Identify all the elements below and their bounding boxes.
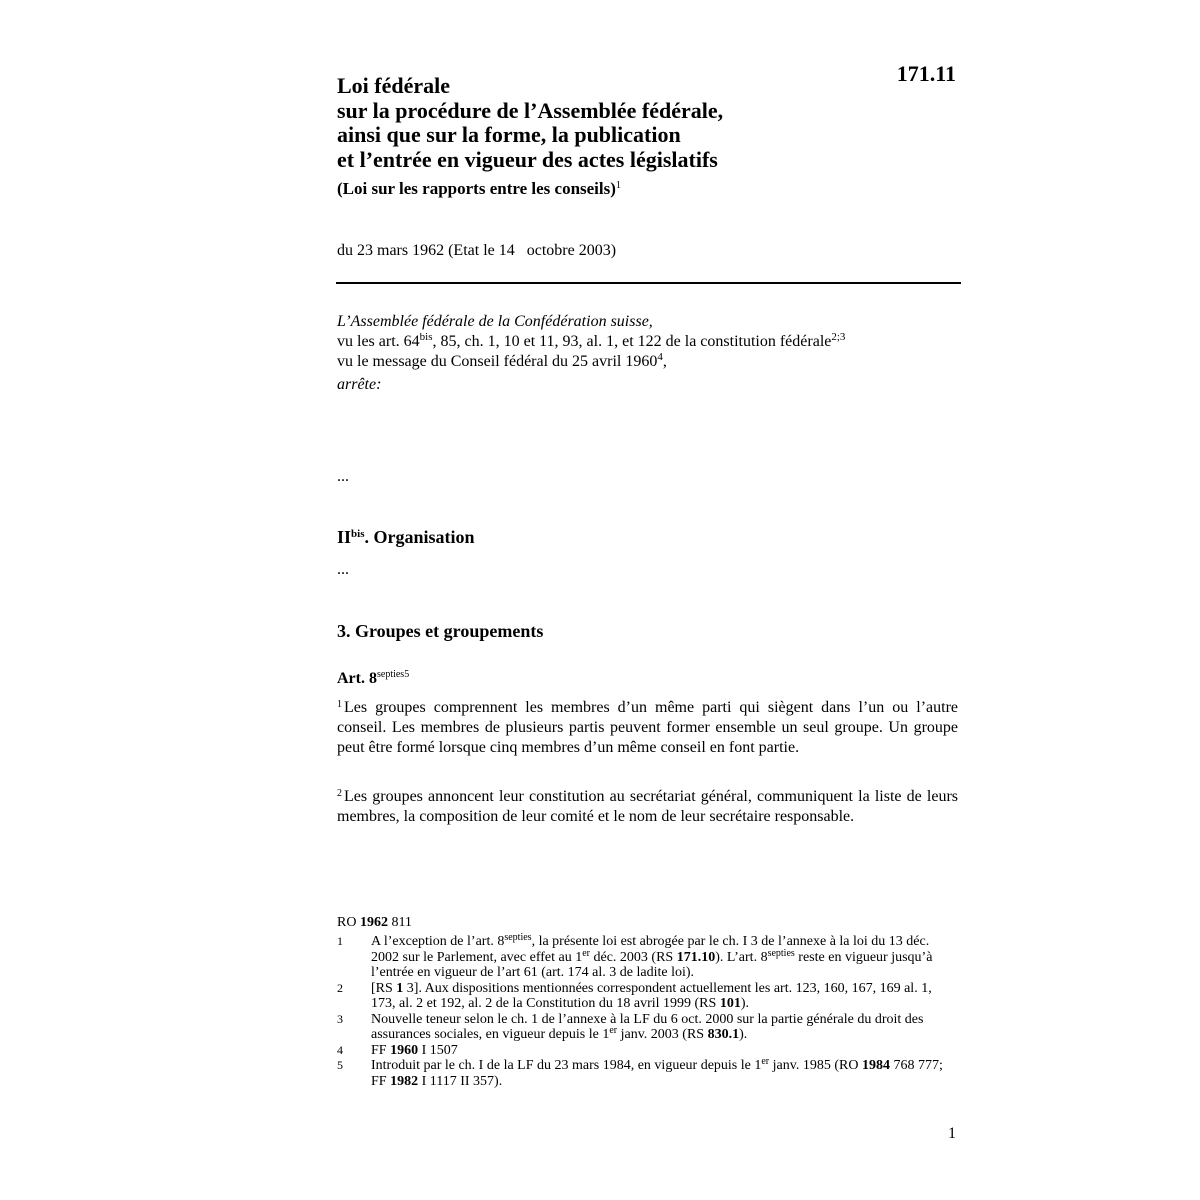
ro-reference <box>337 914 412 932</box>
fn-segment: ). <box>740 996 749 1011</box>
ro-year: 1962 <box>359 915 388 930</box>
footnote-number: 1 <box>337 934 343 948</box>
title-line: et l’entrée en vigueur des actes législatifs <box>337 146 718 172</box>
fn-segment: Nouvelle teneur selon le ch. 1 de l’annexe à la LF du 6 oct. 2000 sur la partie générale du droit des assurances sociales, en vigueur depuis le 1 <box>371 1011 924 1042</box>
bis-superscript: bis <box>351 528 365 540</box>
fn-bold: 171.10 <box>676 949 716 965</box>
horizontal-rule <box>336 282 961 284</box>
enacting-formula: arrête: <box>337 376 382 393</box>
paragraph-number: 2 <box>337 788 342 799</box>
footnote-ref-1[interactable]: 1 <box>615 180 621 191</box>
fn-segment: A l’exception de l’art. 8 <box>371 934 505 949</box>
bis-superscript: bis <box>419 331 433 343</box>
footnote-text <box>371 1043 959 1059</box>
article-heading <box>337 668 409 690</box>
fn-bold: 1982 <box>390 1073 419 1089</box>
date-line: du 23 mars 1962 (Etat le 14 octobre 2003) <box>337 242 617 259</box>
citation-text: vu les art. 64 <box>337 333 420 350</box>
heading-text: II <box>337 527 352 547</box>
short-title <box>337 178 621 200</box>
fn-bold: 830.1 <box>707 1027 740 1042</box>
heading-text: . Organisation <box>364 527 475 547</box>
footnote-number: 2 <box>337 980 343 995</box>
footnote-text <box>371 981 959 1012</box>
fn-segment: , la présente loi est abrogée par le ch. I 3 de l’annexe à la loi du 13 déc. 2002 sur le Parlement, avec effet au 1 <box>371 934 930 965</box>
fn-bold: 1960 <box>390 1042 419 1058</box>
paragraph-number: 1 <box>337 699 342 710</box>
citation-text: , 85, ch. 1, 10 et 11, 93, al. 1, et 122 de la constitution fédérale <box>432 333 832 350</box>
footnotes <box>337 934 959 1089</box>
fn-sup: er <box>761 1056 770 1067</box>
omitted-section-ellipsis: ... <box>337 561 349 578</box>
fn-segment: ). L’art. 8 <box>715 949 768 965</box>
citation-text: , <box>662 353 667 370</box>
sr-number: 171.11 <box>896 61 956 86</box>
fn-sup: septies <box>767 947 795 959</box>
footnote-number: 4 <box>337 1042 343 1057</box>
fn-sup: er <box>582 947 590 959</box>
article-paragraph-1 <box>337 698 958 758</box>
title-line: ainsi que sur la forme, la publication <box>337 122 681 147</box>
fn-sup: septies <box>504 932 532 943</box>
fn-segment: janv. 1985 (RO <box>769 1058 862 1073</box>
footnote <box>337 1012 959 1043</box>
footnote <box>337 1043 959 1059</box>
fn-bold: 1 <box>396 980 404 996</box>
fn-segment: 768 777; FF <box>371 1058 943 1089</box>
footnote-ref-2-3[interactable]: 2;3 <box>831 331 846 343</box>
paragraph-text: Les groupes comprennent les membres d’un même parti qui siègent dans l’un ou l’autre conseil. Les membres de plusieurs partis peuvent former ensemble un seul groupe. Un groupe peut être formé lorsque cinq membres d’un même conseil en font partie. <box>337 699 958 756</box>
ro-prefix: RO <box>337 915 357 930</box>
article-paragraph-2 <box>337 787 958 827</box>
footnote-number: 5 <box>337 1058 343 1072</box>
footnote-text <box>371 1058 959 1089</box>
fn-segment: 3]. Aux dispositions mentionnées correspondent actuellement les art. 123, 160, 167, 169 al. 1, 173, al. 2 et 192, al. 2 de la Constitution du 18 avril 1999 (RS <box>371 980 932 1011</box>
title-line: sur la procédure de l’Assemblée fédérale, <box>337 97 724 123</box>
ro-page: 811 <box>391 915 412 930</box>
fn-segment: déc. 2003 (RS <box>590 949 677 965</box>
preamble-citation-2 <box>337 352 962 372</box>
fn-segment: Introduit par le ch. I de la LF du 23 mars 1984, en vigueur depuis le 1 <box>371 1058 762 1073</box>
page-number: 1 <box>948 1125 956 1142</box>
section-heading-groupes: 3. Groupes et groupements <box>337 621 544 641</box>
omitted-section-ellipsis: ... <box>337 468 349 485</box>
footnote-text <box>371 1012 959 1043</box>
preamble <box>337 312 962 395</box>
article-superscript: septies5 <box>376 669 410 680</box>
footnote-text <box>371 934 959 981</box>
law-title <box>337 74 897 172</box>
issuer-line: L’Assemblée fédérale de la Confédération suisse, <box>337 313 653 330</box>
fn-segment: [RS <box>371 980 397 996</box>
fn-segment: janv. 2003 (RS <box>617 1027 708 1042</box>
footnote <box>337 981 959 1012</box>
fn-bold: 101 <box>719 996 741 1011</box>
fn-segment: ). <box>739 1027 748 1042</box>
short-title-text: (Loi sur les rapports entre les conseils) <box>337 179 616 198</box>
fn-sup: er <box>609 1025 618 1036</box>
footnote <box>337 1058 959 1089</box>
footnote-ref-4[interactable]: 4 <box>657 351 663 363</box>
section-heading-organisation <box>337 525 475 549</box>
fn-segment: I 1507 <box>418 1042 458 1058</box>
fn-segment: reste en vigueur jusqu’à l’entrée en vigueur de l’art 61 (art. 174 al. 3 de ladite loi). <box>371 949 933 980</box>
citation-text: vu le message du Conseil fédéral du 25 avril 1960 <box>337 353 658 370</box>
fn-segment: FF <box>371 1042 391 1058</box>
paragraph-text: Les groupes annoncent leur constitution au secrétariat général, communiquent la liste de leurs membres, la composition de leur comité et le nom de leur secrétaire responsable. <box>337 788 958 825</box>
fn-bold: 1984 <box>861 1058 890 1073</box>
footnote <box>337 934 959 981</box>
article-label: Art. 8 <box>337 670 377 687</box>
footnote-number: 3 <box>337 1011 343 1026</box>
fn-segment: I 1117 II 357). <box>418 1073 503 1089</box>
preamble-citation-1 <box>337 332 962 352</box>
title-line: Loi fédérale <box>337 73 451 98</box>
